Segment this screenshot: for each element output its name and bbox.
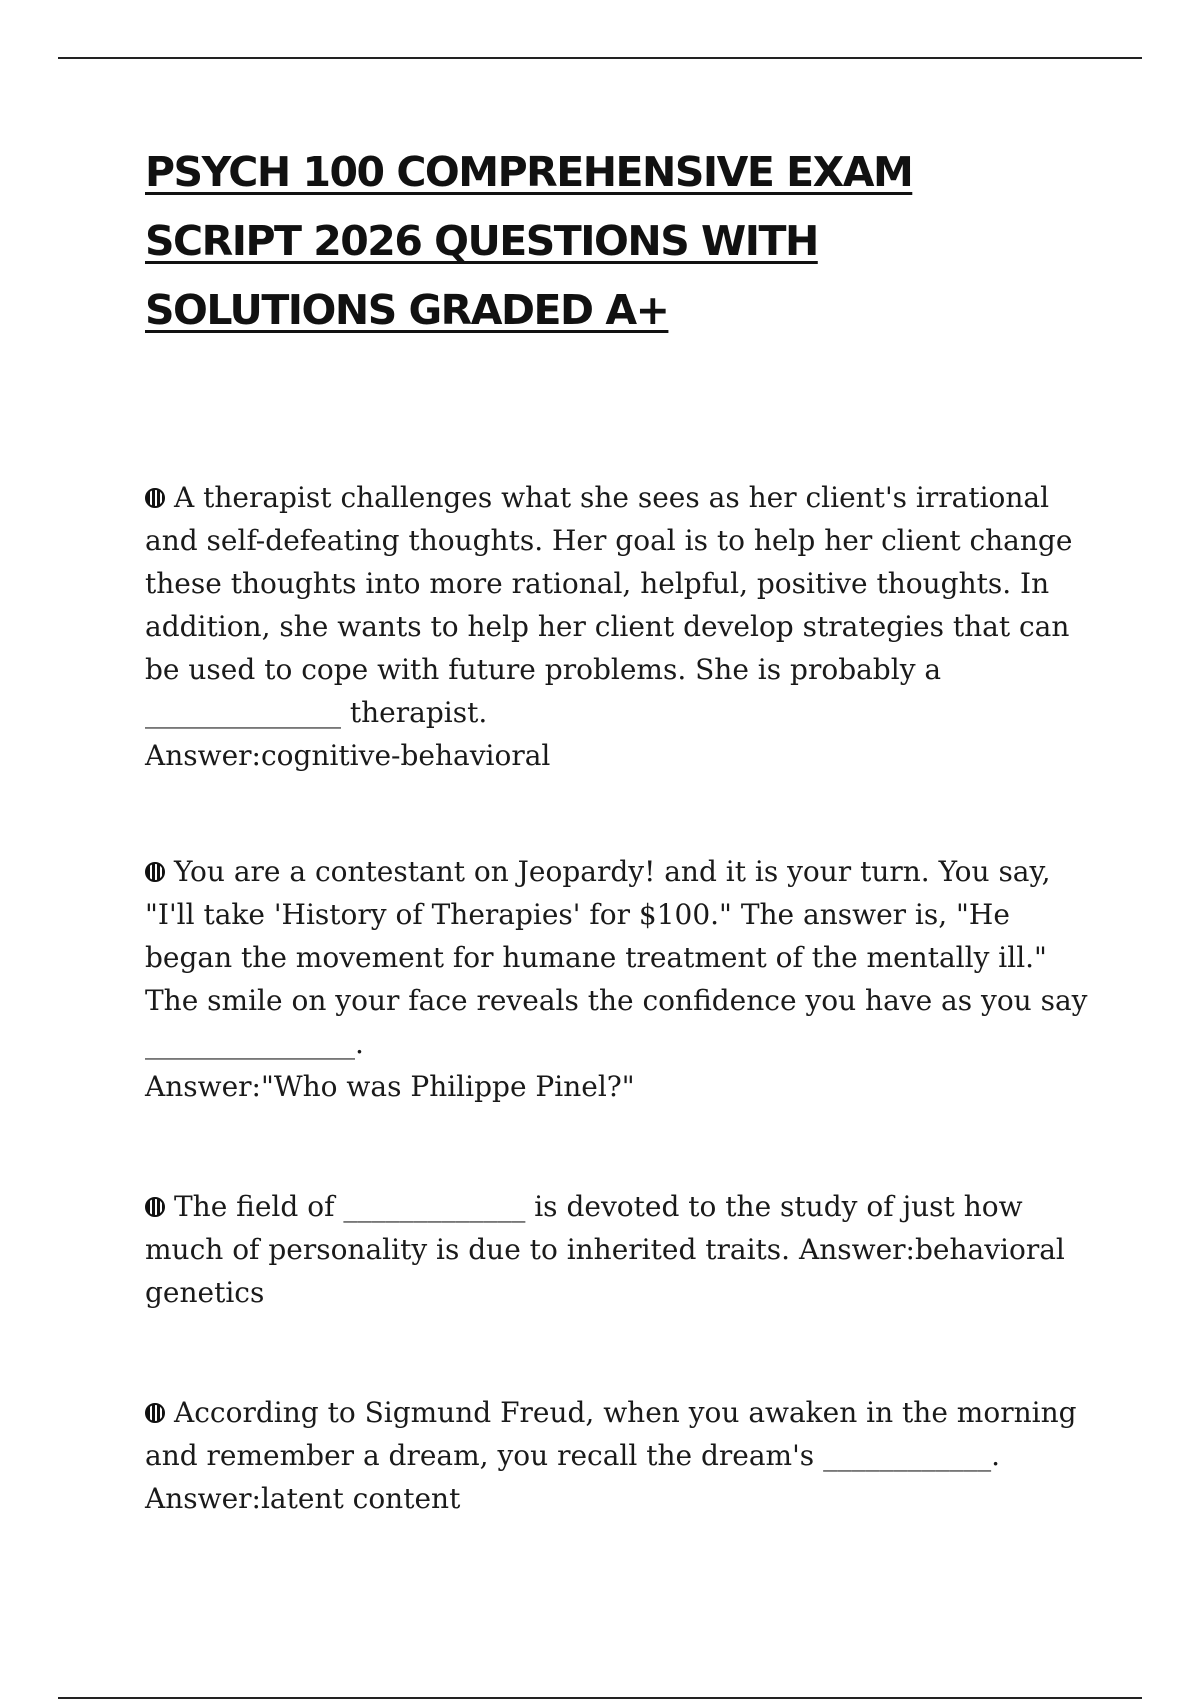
question-text: A therapist challenges what she sees as her client's irrational and self-defeating thoughts. Her goal is to help her client change these thoughts into more rational, helpful, positive thoughts. In addition, she wants to help her client develop strategies that can be used to cope with future problems. She is probably a ______________ therapist.	[145, 481, 1073, 729]
question-item	[145, 1185, 1090, 1314]
answer-text: Answer:cognitive-behavioral	[145, 739, 551, 772]
bullet-icon	[145, 1403, 165, 1423]
answer-text: Answer:behavioral genetics	[145, 1233, 1065, 1309]
question-text: According to Sigmund Freud, when you awaken in the morning and remember a dream, you recall the dream's ____________.	[145, 1396, 1077, 1472]
question-item	[145, 850, 1090, 1108]
question-list	[145, 476, 1090, 1520]
question-item	[145, 1391, 1090, 1520]
bullet-icon	[145, 488, 165, 508]
document-title: PSYCH 100 COMPREHENSIVE EXAM SCRIPT 2026 QUESTIONS WITH SOLUTIONS GRADED A+	[145, 148, 913, 334]
question-item	[145, 476, 1090, 777]
bullet-icon	[145, 1197, 165, 1217]
answer-text: Answer:"Who was Philippe Pinel?"	[145, 1070, 635, 1103]
question-text: The field of _____________ is devoted to the study of just how much of personality is due to inherited traits.	[145, 1190, 1023, 1266]
bullet-icon	[145, 862, 165, 882]
answer-text: Answer:latent content	[145, 1482, 461, 1515]
bottom-rule	[58, 1697, 1142, 1699]
top-rule	[58, 57, 1142, 59]
question-text: You are a contestant on Jeopardy! and it is your turn. You say, "I'll take 'History of Therapies' for $100." The answer is, "He began the movement for humane treatment of the mentally ill." The smile on your face reveals the confidence you have as you say _______________.	[145, 855, 1088, 1060]
